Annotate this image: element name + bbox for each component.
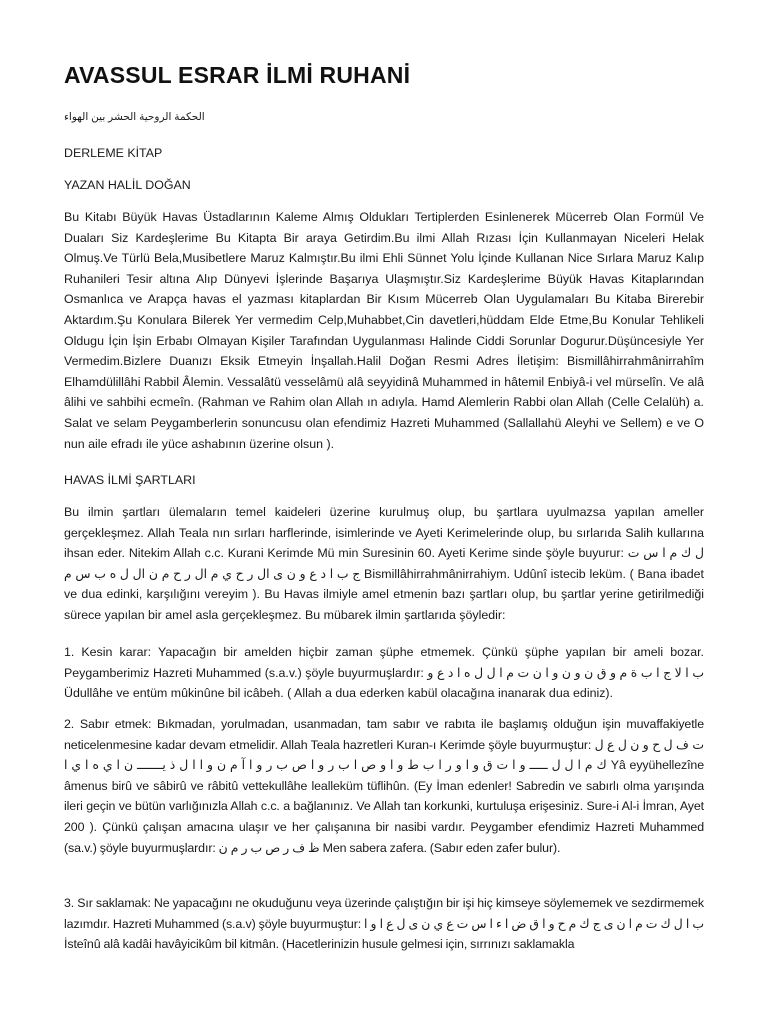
intro-paragraph: Bu Kitabı Büyük Havas Üstadlarının Kaleme Almış Oldukları Tertiplerden Esinlenerek Mücerreb Olan Formül Ve Duaları Siz Kardeşlerime Bu Kitapta Bir araya Getirdim.Bu ilmi Allah Rızası İçin Kullanmayan Niceleri Helak Olmuş.Ve Türlü Bela,Musibetlere Maruz Kalmıştır.Bu ilmi Ehli Sünnet Yolu İçinde Kullanan Nice Sırlara Maruz Kalıp Ruhanileri Tesir altına Alıp Dünyevi İşlerinde Başarıya Ulaşmıştır.Siz Kardeşlerime Büyük Havas Kitaplarından Osmanlıca ve Arapça havas el yazması kitaplardan Bir Kısım Mücerreb Olan Uygulamaları Bu Kitaba Birerebir Aktardım.Şu Konulara Bilerek Yer vermedim Celp,Muhabbet,Cin davetleri,hüddam Elde Etme,Bu Konular Tehlikeli Oldugu İçin İşin Erbabı Olmayan Kişiler Tarafından Uygulanması Halinde Ciddi Sorunlar Dogurur.Düşüncesiyle Yer Vermedim.Bizlere Duanızı Eksik Etmeyin İnşallah.Halil Doğan Resmi Adres İletişim: Bismillâhirrahmânirrahîm Elhamdülillâhi Rabbil Âlemin. Vessalâtü vesselâmü alâ seyyidinâ Muhammed in hâtemil Enbiyâ-i vel mürselîn. Ve alâ âlihi ve sahbihi ecmeîn. (Rahman ve Rahim olan Allah ın adıyla. Hamd Alemlerin Rabbi olan Allah (Celle Celalüh) a. Salat ve selam Peygamberlerin sonuncusu olan efendimiz Hazreti Muhammed (Sallallahü Aleyhi ve Sellem) e ve O nun aile efradı ile yüce ashabının üzerine olsun ). <box>64 210 704 451</box>
section-heading-havas: HAVAS İLMİ ŞARTLARI <box>64 473 196 487</box>
conditions-paragraph: Bu ilmin şartları ülemaların temel kaideleri üzerine kurulmuş olup, bu şartlara uyulmazsa yapılan ameller gerçekleşmez. Allah Teala nın sırları harflerinde, isimlerinde ve Ayeti Kerimelerinde olup, bu sırlarıda Salih kullarına ihsan eder. Nitekim Allah c.c. Kurani Kerimde Mü min Suresinin 60. Ayeti Kerime sinde şöyle buyurur: ل ك م ا س ت ج ب ا د ع و ن ى ال ر ح ي م ال ر ح م ن ال ل ه ب س م Bismillâhirrahmânirrahiym. Udûnî istecib leküm. ( Bana ibadet ve dua edinki, karşılığını vereyim ). Bu Havas ilmiyle amel etmenin bazı şartları olup, bu şartlar yerine getirilmediği sürece yapılan bir amel asla gerçekleşmez. Bu mübarek ilmin şartlarıda şöyledir: <box>64 505 704 622</box>
arabic-subtitle: الحكمة الروحية الحشر بين الهواء <box>64 111 205 123</box>
compilation-label: DERLEME KİTAP <box>64 146 163 160</box>
condition-item-3: 3. Sır saklamak: Ne yapacağını ne okuduğunu veya üzerinde çalıştığın bir işi hiç kimseye söylememek ve sezdirmemek lazımdır. Hazreti Muhammed (s.a.v) şöyle buyurmuştur: ب ا ل ك ت م ا ن ى ج ك م ح و ا ق ض ا ء ا س ت ع ي ن ى ل ع ا و ا İsteînû alâ kadâi havâyicikûm bil kitmân. (Hacetlerinizin husule gelmesi için, sırrınızı saklamakla <box>64 896 704 952</box>
condition-item-1: 1. Kesin karar: Yapacağın bir amelden hiçbir zaman şüphe etmemek. Çünkü şüphe yapılan bir ameli bozar. Peygamberimiz Hazreti Muhammed (s.a.v.) şöyle buyurmuşlardır: ب ا لا ج ا ب ة م و ق ن و ن و ا ن ت م ا ل ل ه ا د ع و Üdullâhe ve entüm mûkinûne bil icâbeh. ( Allah a dua ederken kabül olacağına inanarak dua ediniz). <box>64 645 704 701</box>
condition-item-2: 2. Sabır etmek: Bıkmadan, yorulmadan, usanmadan, tam sabır ve rabıta ile başlamış olduğun işin muvaffakiyetle neticelenmesine kadar devam etmelidir. Allah Teala hazretleri Kuran-ı Kerimde şöyle buyurmuştur: ت ف ل ح و ن ل ع ل ك م ا ل ل ـــــ و ا ت ق و ا و ر ا ب ط و ا و ص ا ب ر و ا ص ب ر و ا آ م ن و ا ا ل ذ يـــــــ ن ا ي ه ا ي ا Yâ eyyühellezîne âmenus birû ve sâbirû ve râbitû vettekullâhe lealleküm tüflihûn. (Ey İman edenler! Sabredin ve sabırlı olma yarışında ileri geçin ve bütün varlığınızla Allah c.c. a bağlanınız. Ve Allah tan korkunki, kurtuluşa erişesiniz. Sure-i Al-i İmran, Ayet 200 ). Çünkü çalışan amacına ulaşır ve her çalışanına bir nasibi vardır. Peygamber efendimiz Hazreti Muhammed (sa.v.) şöyle buyurmuşlardır: ظ ف ر ص ب ر م ن Men sabera zafera. (Sabır eden zafer bulur). <box>64 717 705 855</box>
author-line: YAZAN HALİL DOĞAN <box>64 178 191 192</box>
document-title: AVASSUL ESRAR İLMİ RUHANİ <box>64 62 411 88</box>
